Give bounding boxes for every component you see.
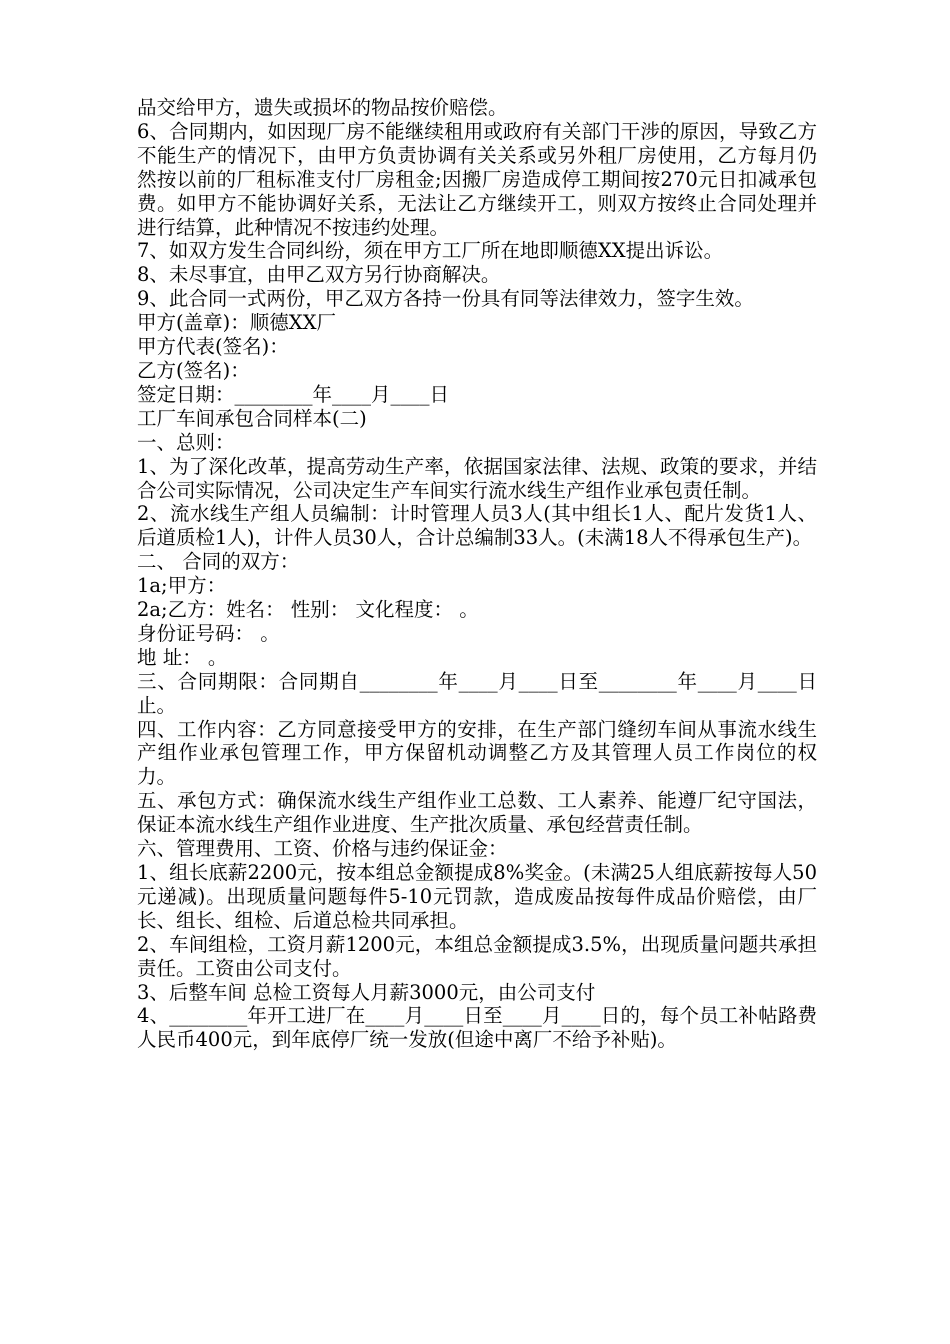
sample-two-title: 工厂车间承包合同样本(二)	[137, 406, 367, 430]
party-a-representative: 甲方代表(签名)：	[137, 335, 289, 359]
section-fees: 六、管理费用、工资、价格与违约保证金：	[137, 837, 508, 861]
clause-6-relocation: 6、合同期内，如因现厂房不能继续租用或政府有关部门干涉的原因，导致乙方不能生产的情况下，由甲方负责协调有关关系或另外租厂房使用，乙方每月仍然按以前的厂租标准支付厂房租金;因搬厂房造成停工期间按270元日扣减承包费。如甲方不能协调好关系，无法让乙方继续开工，则双方按终止合同处理并进行结算，此种情况不按违约处理。	[137, 119, 817, 239]
fee-clause-4: 4、________年开工进厂在____月____日至____月____日的，每个员工补帖路费人民币400元，到年底停厂统一发放(但途中离厂不给予补贴)。	[137, 1004, 817, 1052]
general-clause-2: 2、流水线生产组人员编制：计时管理人员3人(其中组长1人、配片发货1人、后道质检1人)，计件人员30人，合计总编制33人。(未满18人不得承包生产)。	[137, 502, 817, 550]
party-b-line: 2a;乙方：姓名： 性别： 文化程度： 。	[137, 598, 479, 622]
clause-9-copies: 9、此合同一式两份，甲乙双方各持一份具有同等法律效力，签字生效。	[137, 287, 754, 311]
document-page	[137, 96, 817, 1052]
section-contract-method: 五、承包方式：确保流水线生产组作业工总数、工人素养、能遵厂纪守国法，保证本流水线生产组作业进度、生产批次质量、承包经营责任制。	[137, 789, 817, 837]
fee-clause-1: 1、组长底薪2200元，按本组总金额提成8%奖金。(未满25人组底薪按每人50元递减)。出现质量问题每件5-10元罚款，造成废品按每件成品价赔偿，由厂长、组长、组检、后道总检共同承担。	[137, 861, 817, 932]
section-work-content: 四、工作内容：乙方同意接受甲方的安排，在生产部门缝纫车间从事流水线生产组作业承包管理工作，甲方保留机动调整乙方及其管理人员工作岗位的权力。	[137, 717, 817, 789]
section-term: 三、合同期限：合同期自________年____月____日至________年____月____日止。	[137, 669, 817, 717]
clause-7-dispute: 7、如双方发生合同纠纷，须在甲方工厂所在地即顺德XX提出诉讼。	[137, 239, 724, 263]
paragraph-item-return: 品交给甲方，遗失或损坏的物品按价赔偿。	[137, 96, 508, 119]
clause-8-other-matters: 8、未尽事宜，由甲乙双方另行协商解决。	[137, 263, 501, 287]
party-b-signature: 乙方(签名)：	[137, 358, 250, 382]
signing-date: 签定日期：________年____月____日	[137, 382, 450, 406]
id-number-line: 身份证号码： 。	[137, 621, 280, 645]
section-general: 一、总则：	[137, 430, 235, 454]
fee-clause-3: 3、后整车间 总检工资每人月薪3000元，由公司支付	[137, 980, 596, 1004]
party-a-line: 1a;甲方：	[137, 574, 227, 598]
fee-clause-2: 2、车间组检，工资月薪1200元，本组总金额提成3.5%，出现质量问题共承担责任。工资由公司支付。	[137, 932, 817, 980]
section-parties: 二、 合同的双方：	[137, 550, 300, 574]
general-clause-1: 1、为了深化改革，提高劳动生产率，依据国家法律、法规、政策的要求，并结合公司实际情况，公司决定生产车间实行流水线生产组作业承包责任制。	[137, 454, 817, 502]
party-a-seal: 甲方(盖章)：顺德XX厂	[137, 311, 336, 335]
address-line: 地 址： 。	[137, 645, 228, 669]
